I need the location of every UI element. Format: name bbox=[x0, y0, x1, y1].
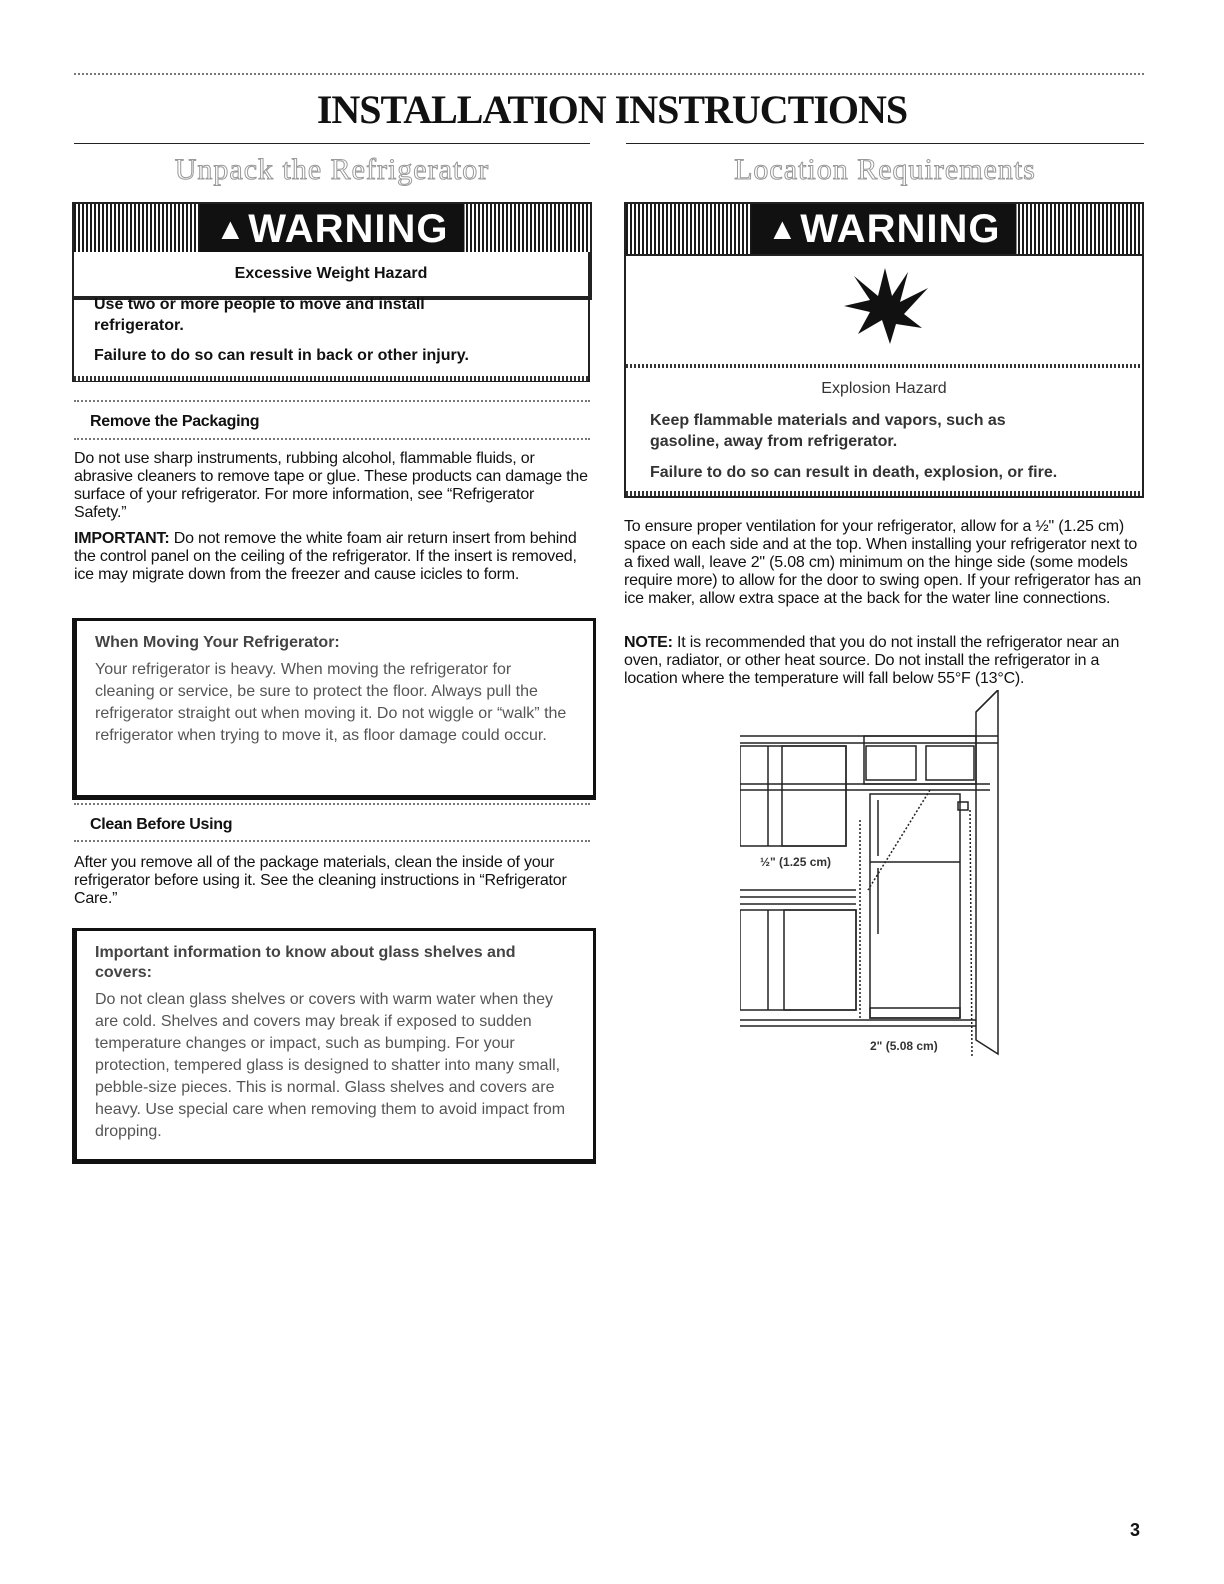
warning-explosion-line1: Keep flammable materials and vapors, such as gasoline, away from refrigerator. bbox=[650, 412, 1006, 450]
divider bbox=[74, 400, 590, 402]
page-number: 3 bbox=[1129, 1520, 1140, 1540]
warning-label bbox=[199, 204, 464, 254]
paragraph-important bbox=[74, 530, 590, 584]
warning-label-text: WARNING bbox=[248, 207, 449, 251]
note-label: NOTE: bbox=[624, 634, 673, 651]
glass-box-body: Do not clean glass shelves or covers with warm water when they are cold. Shelves and covers may break if exposed to sudden temperature changes or impact, such as bumping. For your protection, tempered glass is designed to shatter into many small, pebble-size pieces. This is normal. Glass shelves and covers are heavy. Use special care when removing them to avoid impact from dropping. bbox=[95, 991, 566, 1140]
moving-box-title: When Moving Your Refrigerator: bbox=[95, 634, 340, 651]
divider bbox=[74, 840, 590, 842]
refrigerator-clearance-diagram bbox=[740, 690, 1010, 1065]
right-column-rule bbox=[626, 143, 1144, 144]
glass-box-title: Important information to know about glass shelves and covers: bbox=[95, 944, 516, 981]
warning-triangle-icon: ▲ bbox=[767, 213, 799, 246]
warning-weight-heading: Excessive Weight Hazard bbox=[234, 265, 428, 282]
left-column-rule bbox=[74, 143, 590, 144]
diagram-label-hinge-clearance: 2" (5.08 cm) bbox=[870, 1039, 938, 1053]
warning-weight-line1: Use two or more people to move and install refrigerator. bbox=[94, 296, 425, 334]
paragraph-note bbox=[624, 634, 1144, 688]
important-label: IMPORTANT: bbox=[74, 530, 170, 547]
divider bbox=[74, 803, 590, 805]
warning-banner bbox=[74, 204, 590, 256]
divider bbox=[74, 438, 590, 440]
heading-clean-before-using: Clean Before Using bbox=[90, 816, 233, 833]
warning-explosion-heading: Explosion Hazard bbox=[821, 380, 947, 397]
important-text: Do not remove the white foam air return insert from behind the control panel on the ceiling of the refrigerator. If the insert is removed, ice may migrate down from the freezer and cause icicles to form. bbox=[74, 530, 577, 583]
glass-shelves-box bbox=[72, 928, 596, 1164]
section-title-location: Location Requirements bbox=[734, 153, 1036, 186]
warning-triangle-icon: ▲ bbox=[215, 213, 247, 246]
paragraph-ventilation: To ensure proper ventilation for your refrigerator, allow for a ½" (1.25 cm) space on each side and at the top. When installing your refrigerator next to a fixed wall, leave 2" (5.08 cm) minimum on the hinge side (some models require more) to allow for the door to swing open. If your refrigerator has an ice maker, allow extra space at the back for the water line connections. bbox=[624, 518, 1142, 607]
note-text: It is recommended that you do not install the refrigerator near an oven, radiator, or other heat source. Do not install the refrigerator in a location where the temperature will fall below 55°F (13°C). bbox=[624, 634, 1120, 687]
moving-refrigerator-box bbox=[72, 618, 596, 800]
warning-box-explosion bbox=[624, 202, 1144, 498]
heading-remove-packaging: Remove the Packaging bbox=[90, 413, 260, 430]
warning-label bbox=[751, 204, 1016, 254]
top-dotted-rule bbox=[74, 73, 1144, 75]
warning-explosion-line2: Failure to do so can result in death, explosion, or fire. bbox=[650, 464, 1058, 481]
page-title: INSTALLATION INSTRUCTIONS bbox=[316, 87, 908, 132]
paragraph-clean-before-using: After you remove all of the package materials, clean the inside of your refrigerator before using it. See the cleaning instructions in “Refrigerator Care.” bbox=[74, 854, 567, 907]
paragraph-remove-packaging: Do not use sharp instruments, rubbing alcohol, flammable fluids, or abrasive cleaners to remove tape or glue. These products can damage the surface of your refrigerator. For more information, see “Refrigerator Safety.” bbox=[74, 450, 588, 521]
diagram-label-side-clearance: ½" (1.25 cm) bbox=[760, 855, 832, 869]
warning-weight-line2: Failure to do so can result in back or other injury. bbox=[94, 347, 469, 364]
warning-banner bbox=[626, 204, 1142, 256]
warning-label-text: WARNING bbox=[800, 207, 1001, 251]
moving-box-body: Your refrigerator is heavy. When moving the refrigerator for cleaning or service, be sure to protect the floor. Always pull the refrigerator straight out when moving it. Do not wiggle or “walk” the refrigerator when trying to move it, as floor damage could occur. bbox=[95, 661, 567, 744]
section-title-unpack: Unpack the Refrigerator bbox=[174, 153, 490, 186]
explosion-icon bbox=[840, 266, 930, 346]
